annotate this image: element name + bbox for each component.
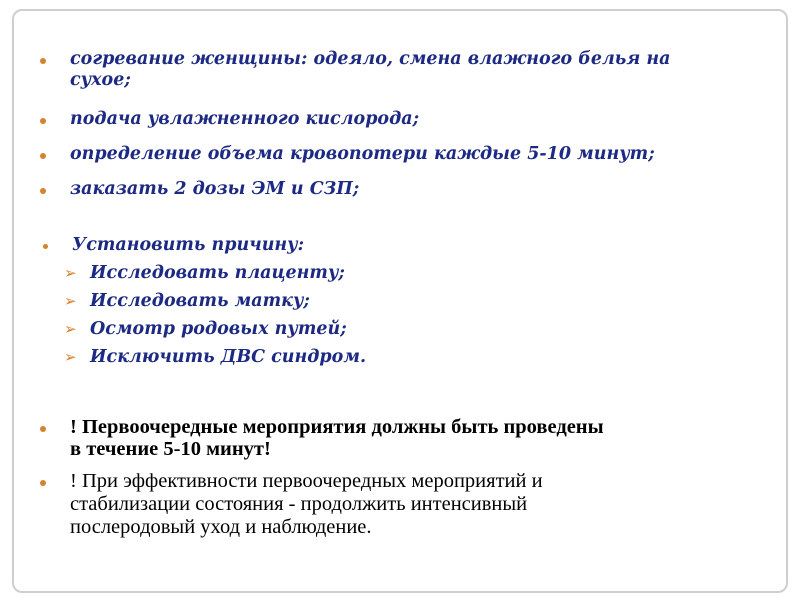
cause-heading: Установить причину: (72, 235, 305, 255)
slide-frame (12, 9, 788, 593)
bullet-dot-icon (43, 244, 48, 249)
arrow-bullet-icon: ➢ (64, 292, 77, 310)
action-text-line2: сухое; (70, 70, 131, 90)
bullet-dot-icon (40, 188, 46, 194)
note-text-line1: ! Первоочередные мероприятия должны быть проведены (70, 416, 604, 438)
arrow-bullet-icon: ➢ (64, 348, 77, 366)
bullet-dot-icon (40, 58, 46, 64)
note-text-line3: послеродовый уход и наблюдение. (70, 516, 372, 538)
action-text: определение объема кровопотери каждые 5-10 минут; (70, 144, 655, 164)
arrow-bullet-icon: ➢ (64, 264, 77, 282)
arrow-bullet-icon: ➢ (64, 320, 77, 338)
cause-item-text: Исследовать матку; (90, 291, 310, 311)
action-text: заказать 2 дозы ЭМ и СЗП; (70, 179, 360, 199)
cause-item-text: Исследовать плаценту; (90, 263, 345, 283)
bullet-dot-icon (40, 118, 46, 124)
note-text-line1: ! При эффективности первоочередных мероприятий и (70, 470, 543, 492)
note-text-line2: стабилизации состояния - продолжить интенсивный (70, 493, 528, 515)
action-text-line1: согревание женщины: одеяло, смена влажного белья на (70, 49, 671, 69)
cause-item-text: Исключить ДВС синдром. (90, 347, 367, 367)
bullet-dot-icon (40, 480, 46, 486)
bullet-dot-icon (40, 153, 46, 159)
action-text: подача увлажненного кислорода; (70, 109, 420, 129)
note-text-line2: в течение 5-10 минут! (70, 438, 271, 460)
cause-item-text: Осмотр родовых путей; (90, 319, 347, 339)
bullet-dot-icon (40, 426, 46, 432)
